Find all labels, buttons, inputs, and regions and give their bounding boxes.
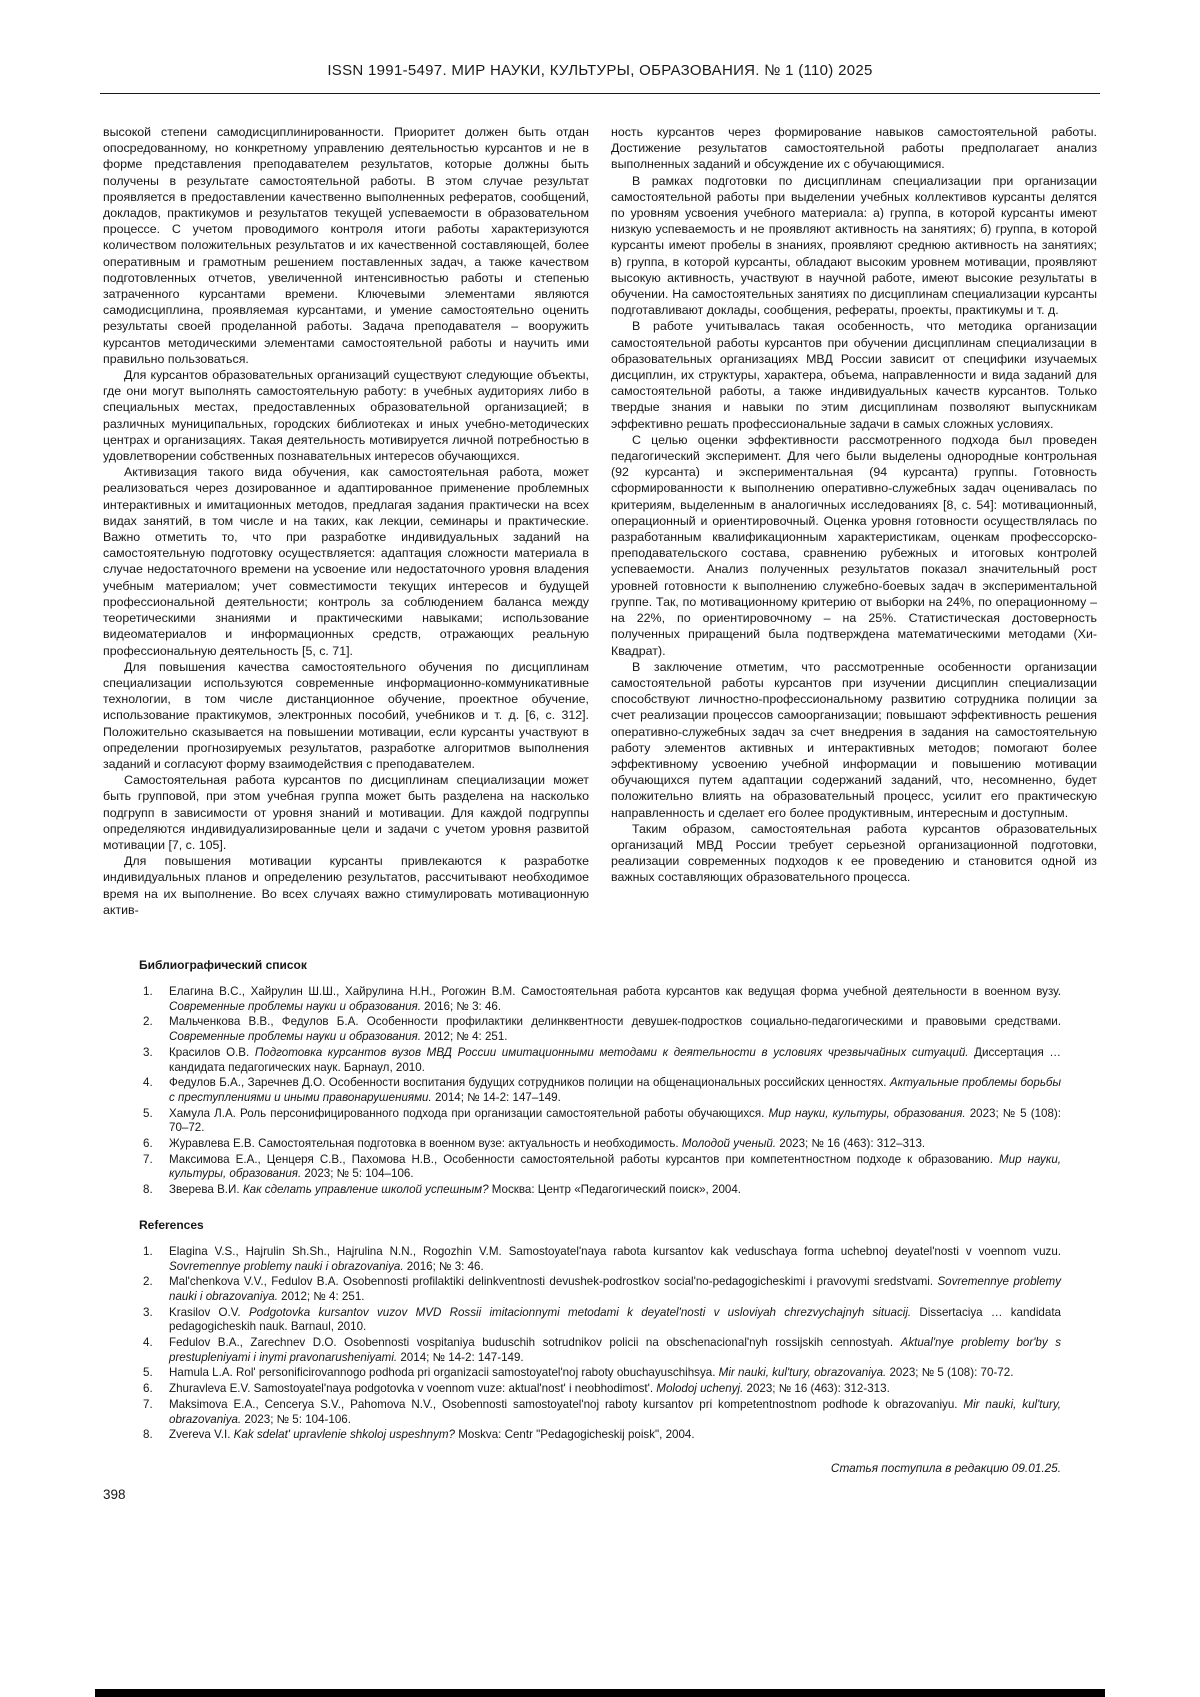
reference-item bbox=[139, 1183, 1061, 1198]
reference-number: 5. bbox=[143, 1106, 153, 1120]
reference-number: 2. bbox=[143, 1275, 153, 1289]
reference-source-italic: Kak sdelat' upravlenie shkoloj uspeshnym? bbox=[233, 1428, 455, 1442]
bibliography-section bbox=[139, 958, 1061, 1198]
reference-text: Максимова Е.А., Ценцеря С.В., Пахомова Н.В., Особенности самостоятельной работы курсантов при компетентностном подходе к образованию. bbox=[169, 1152, 1000, 1166]
reference-text: 2023; № 5 (108): 70-72. bbox=[886, 1366, 1014, 1380]
paragraph: ность курсантов через формирование навыков самостоятельной работы. Достижение результатов самостоятельной работы предполагает анализ выполненных заданий и обсуждение их с обучающимися. bbox=[611, 125, 1097, 172]
reference-item bbox=[139, 1336, 1061, 1365]
reference-number: 4. bbox=[143, 1336, 153, 1350]
references-title: References bbox=[139, 1217, 204, 1232]
paragraph: Активизация такого вида обучения, как самостоятельная работа, может реализоваться через дозированное и адаптированное применение проблемных интерактивных и имитационных методов, предлагая задания практически на всех видах занятий, в том числе и на таких, как лекции, семинары и практические. Важно отметить то, что при разработке индивидуальных заданий на самостоятельную подготовку осуществляется: адаптация сложности материала в случае недостаточного времени на усвоение или недостаточного уровня владения учебным материалом; учет совместимости текущих интересов и будущей профессиональной деятельности; контроль за соблюдением баланса между теоретическими знаниями и практическими навыками; использование видеоматериалов и информационных средств, отражающих реальную профессиональную деятельность [5, с. 71]. bbox=[103, 465, 589, 658]
reference-source-italic: Актуальные проблемы борьбы с преступлениями и иными правонарушениями. bbox=[169, 1076, 1061, 1104]
reference-number: 6. bbox=[143, 1137, 153, 1151]
reference-text: Zhuravleva E.V. Samostoyatel'naya podgotovka v voennom vuze: aktual'nost' i neobhodimost'. bbox=[169, 1382, 657, 1396]
reference-text: Maksimova E.A., Cencerya S.V., Pahomova N.V., Osobennosti samostoyatel'noj raboty kursantov pri kompetentnostnom podhode k obrazovaniyu. bbox=[169, 1397, 964, 1411]
reference-text: 2023; № 16 (463): 312-313. bbox=[743, 1382, 890, 1396]
reference-source-italic: Современные проблемы науки и образования. bbox=[169, 999, 421, 1013]
reference-number: 3. bbox=[143, 1305, 153, 1319]
reference-item bbox=[139, 1382, 1061, 1397]
reference-number: 1. bbox=[143, 985, 153, 998]
reference-number: 3. bbox=[143, 1045, 153, 1059]
reference-source-italic: Мир науки, культуры, образования. bbox=[768, 1106, 966, 1120]
reference-item bbox=[139, 1046, 1061, 1075]
paragraph: В заключение отметим, что рассмотренные особенности организации самостоятельной работы курсантов при изучении дисциплин специализации способствуют личностно-профессиональному развитию сотрудника полиции за счет реализации процессов самоорганизации; повышают эффективность решения оперативно-служебных задач за счет внедрения в задания на самостоятельную работу элементов активных и интерактивных методов; помогают более эффективному усвоению учебной информации и повышению мотивации обучающихся путем адаптации содержаний заданий, что, несомненно, будет положительно влиять на образовательный процесс, усилит его практическую направленность и сделает его более продуктивным, интересным и доступным. bbox=[611, 659, 1097, 820]
reference-number: 8. bbox=[143, 1183, 153, 1197]
reference-text: Диссертация … кандидата педагогических наук. Барнаул, 2010. bbox=[169, 1045, 1061, 1074]
reference-item bbox=[139, 1076, 1061, 1105]
reference-number: 4. bbox=[143, 1076, 153, 1090]
bibliography-title: Библиографический список bbox=[139, 958, 307, 972]
references-list bbox=[139, 1245, 1061, 1443]
reference-source-italic: Sovremennye problemy nauki i obrazovaniya. bbox=[169, 1259, 404, 1273]
reference-text: Moskva: Centr "Pedagogicheskij poisk", 2004. bbox=[455, 1428, 695, 1442]
paragraph: Для повышения качества самостоятельного обучения по дисциплинам специализации используются современные информационно-коммуникативные технологии, в том числе дистанционное обучение, проектное обучение, использование практикумов, электронных пособий, учебников и т. д. [6, с. 312]. Положительно сказывается на повышении мотивации, если курсанты участвуют в определении прогнозируемых результатов, разработке алгоритмов выполнения заданий и согласуют форму взаимодействия с преподавателем. bbox=[103, 659, 589, 771]
reference-text: Федулов Б.А., Заречнев Д.О. Особенности воспитания будущих сотрудников полиции на общенациональных российских ценностях. bbox=[169, 1076, 890, 1090]
page-number: 398 bbox=[103, 1487, 126, 1502]
reference-text: 2012; № 4: 251. bbox=[277, 1289, 365, 1303]
reference-text: Красилов О.В. bbox=[169, 1045, 255, 1059]
reference-text: Журавлева Е.В. Самостоятельная подготовка в военном вузе: актуальность и необходимость. bbox=[169, 1137, 682, 1151]
reference-text: 2023; № 5 (108): 70–72. bbox=[169, 1106, 1061, 1135]
reference-number: 2. bbox=[143, 1015, 153, 1029]
reference-item bbox=[139, 1245, 1061, 1274]
left-column bbox=[103, 124, 589, 936]
reference-source-italic: Sovremennye problemy nauki i obrazovaniya. bbox=[169, 1275, 1061, 1303]
reference-text: 2016; № 3: 46. bbox=[403, 1259, 484, 1273]
paragraph: высокой степени самодисциплинированности. Приоритет должен быть отдан опосредованному, но конкретному управлению деятельностью курсантов и не в форме представления преподавателем результатов, которые должны быть получены в результате самостоятельной работы. В этом случае результат проявляется в предоставлении качественно выполненных рефератов, сообщений, докладов, практикумов и результатов текущей успеваемости в образовательном процессе. С учетом проводимого контроля итоги работы характеризуются количеством положительных результатов и их качественной составляющей, более оперативным и грамотным решением поставленных задач, а также качеством подготовленных отчетов, увеличенной интенсивностью работы и степенью затраченного курсантами времени. Ключевыми элементами являются самодисциплина, проявляемая курсантами, и умение самостоятельно оценить результаты своей проделанной работы. Задача преподавателя – вооружить курсантов методическими элементами самостоятельной работы и научить ими правильно пользоваться. bbox=[103, 125, 589, 366]
reference-text: Зверева В.И. bbox=[169, 1183, 243, 1197]
reference-text: 2023; № 5: 104-106. bbox=[241, 1412, 351, 1426]
reference-text: Dissertaciya … kandidata pedagogicheskih nauk. Barnaul, 2010. bbox=[169, 1305, 1061, 1334]
paragraph: С целью оценки эффективности рассмотренного подхода был проведен педагогический эксперимент. Для чего были выделены однородные контрольная (92 курсанта) и экспериментальная (94 курсанта) группы. Готовность сформированности к выполнению оперативно-служебных задач оценивалась по критериям, выделенным в аналогичных исследованиях [8, с. 54]: мотивационный, операционный и ориентировочный. Оценка уровня готовности осуществлялась по разработанным квалификационным характеристикам, оценкам профессорско-преподавательского состава, сравнению рубежных и итоговых контролей успеваемости. Анализ полученных результатов показал значительный рост уровней готовности к выполнению служебно-боевых задач в экспериментальной группе. Так, по мотивационному критерию от выборки на 24%, по операционному – на 22%, по ориентировочному – на 25%. Статистическая достоверность полученных приращений была подтверждена математическими методами (Хи-Квадрат). bbox=[611, 432, 1097, 658]
right-column bbox=[611, 124, 1097, 936]
reference-text: 2016; № 3: 46. bbox=[420, 999, 502, 1013]
reference-text: Fedulov B.A., Zarechnev D.O. Osobennosti vospitaniya buduschih sotrudnikov policii na obschenacional'nyh rossijskih cennostyah. bbox=[169, 1336, 901, 1350]
reference-item bbox=[139, 985, 1061, 1014]
reference-number: 5. bbox=[143, 1366, 153, 1380]
bottom-bar bbox=[95, 1689, 1105, 1697]
bibliography-list bbox=[139, 985, 1061, 1198]
reference-item bbox=[139, 1306, 1061, 1335]
reference-source-italic: Мир науки, культуры, образования. bbox=[169, 1152, 1061, 1181]
reference-source-italic: Молодой ученый. bbox=[681, 1137, 777, 1151]
reference-text: Hamula L.A. Rol' personificirovannogo podhoda pri organizacii samostoyatel'noj raboty obuchayuschihsya. bbox=[169, 1366, 719, 1380]
reference-item bbox=[139, 1107, 1061, 1136]
reference-source-italic: Как сделать управление школой успешным? bbox=[242, 1183, 489, 1197]
paragraph: В рамках подготовки по дисциплинам специализации при организации самостоятельной работы при выделении учебных коллективов курсанты делятся по уровням усвоения учебного материала: а) группа, в которой курсанты имеют низкую успеваемость и не проявляют активность на занятиях; б) группа, в которой курсанты имеют пробелы в знаниях, проявляют среднюю активность на занятиях; в) группа, в которой курсанты, обладают высоким уровнем мотивации, проявляют высокую активность, участвуют в научной работе, имеют высокие результаты в обучении. На самостоятельных занятиях по дисциплинам специализации курсанты подготавливают доклады, сообщения, рефераты, проекты, практикумы и т. д. bbox=[611, 173, 1097, 318]
reference-text: Хамула Л.А. Роль персонифицированного подхода при организации самостоятельной работы обучающихся. bbox=[169, 1106, 769, 1120]
reference-text: 2012; № 4: 251. bbox=[420, 1030, 508, 1044]
paragraph: Самостоятельная работа курсантов по дисциплинам специализации может быть групповой, при этом учебная группа может быть разделена на насколько подгрупп в зависимости от уровня знаний и мотивации. Для каждой подгруппы определяются индивидуализированные цели и задачи с учетом уровня развитой мотивации [7, с. 105]. bbox=[103, 773, 589, 852]
paragraph: Для курсантов образовательных организаций существуют следующие объекты, где они могут выполнять самостоятельную работу: в учебных аудиториях либо в специальных местах, предоставленных образовательной организацией; в различных муниципальных, городских библиотеках и иных учебно-методических центрах и организациях. Такая деятельность мотивируется личной потребностью в удовлетворении собственных познавательных интересов обучающихся. bbox=[103, 368, 589, 464]
paragraph: Для повышения мотивации курсанты привлекаются к разработке индивидуальных планов и определению результатов, рассчитывают необходимое время на их выполнение. Во всех случаях важно стимулировать мотивационную актив- bbox=[103, 854, 589, 917]
reference-item bbox=[139, 1153, 1061, 1182]
reference-source-italic: Современные проблемы науки и образования. bbox=[169, 1030, 421, 1044]
running-head: ISSN 1991-5497. МИР НАУКИ, КУЛЬТУРЫ, ОБРАЗОВАНИЯ. № 1 (110) 2025 bbox=[327, 62, 873, 79]
reference-item bbox=[139, 1275, 1061, 1304]
reference-text: Zvereva V.I. bbox=[169, 1428, 234, 1442]
reference-item bbox=[139, 1137, 1061, 1152]
reference-number: 1. bbox=[143, 1244, 153, 1258]
reference-item bbox=[139, 1398, 1061, 1427]
reference-source-italic: Подготовка курсантов вузов МВД России имитационными методами к деятельности в условиях чрезвычайных ситуаций. bbox=[254, 1045, 969, 1059]
reference-source-italic: Podgotovka kursantov vuzov MVD Rossii imitacionnymi metodami k deyatel'nosti v usloviyah chrezvychajnyh situacij. bbox=[248, 1305, 912, 1319]
references-section bbox=[139, 1218, 1061, 1475]
reference-number: 6. bbox=[143, 1382, 153, 1396]
reference-text: 2023; № 5: 104–106. bbox=[301, 1167, 414, 1181]
reference-source-italic: Aktual'nye problemy bor'by s prestupleniyami i inymi pravonarusheniyami. bbox=[169, 1336, 1061, 1364]
paragraph: В работе учитывалась такая особенность, что методика организации самостоятельной работы курсантов при обучении дисциплинам специализации в образовательных организациях МВД России зависит от специфики изучаемых дисциплин, их структуры, характера, объема, направленности и вида заданий для самостоятельной работы, а также индивидуальных качеств курсантов. Только твердые знания и навыки по этим дисциплинам позволяют выпускникам эффективно решать профессиональные задачи в самых сложных условиях. bbox=[611, 319, 1097, 431]
reference-text: Мальченкова В.В., Федулов Б.А. Особенности профилактики делинквентности девушек-подростков социально-педагогическими и правовыми средствами. bbox=[169, 1015, 1061, 1029]
reference-text: 2014; № 14-2: 147–149. bbox=[431, 1090, 561, 1104]
reference-item bbox=[139, 1015, 1061, 1044]
reference-item bbox=[139, 1428, 1061, 1443]
reference-text: Mal'chenkova V.V., Fedulov B.A. Osobennosti profilaktiki delinkventnosti devushek-podrostkov social'no-pedagogicheskimi i pravovymi sredstvami. bbox=[169, 1275, 938, 1289]
reference-text: Москва: Центр «Педагогический поиск», 2004. bbox=[488, 1183, 742, 1197]
reference-source-italic: Mir nauki, kul'tury, obrazovaniya. bbox=[169, 1397, 1061, 1426]
reference-text: Elagina V.S., Hajrulin Sh.Sh., Hajrulina N.N., Rogozhin V.M. Samostoyatel'naya rabota kursantov kak veduschaya forma uchebnoj deyatel'nosti v voennom vuzu. bbox=[169, 1244, 1061, 1258]
reference-text: 2023; № 16 (463): 312–313. bbox=[776, 1137, 926, 1151]
article-body bbox=[103, 124, 1097, 936]
reference-text: 2014; № 14-2: 147-149. bbox=[397, 1350, 524, 1364]
paragraph: Таким образом, самостоятельная работа курсантов образовательных организаций МВД России требует серьезной организационной подготовки, реализации современных подходов к ее проведению и становится одной из важных составляющих образовательного процесса. bbox=[611, 821, 1097, 885]
reference-item bbox=[139, 1366, 1061, 1381]
reference-number: 7. bbox=[143, 1397, 153, 1411]
reference-number: 8. bbox=[143, 1428, 153, 1442]
reference-text: Krasilov O.V. bbox=[169, 1305, 249, 1319]
reference-text: Елагина В.С., Хайрулин Ш.Ш., Хайрулина Н.Н., Рогожин В.М. Самостоятельная работа курсантов как ведущая форма учебной деятельности в военном вузу. bbox=[169, 985, 1061, 998]
reference-source-italic: Molodoj uchenyj. bbox=[656, 1382, 744, 1396]
received-note: Статья поступила в редакцию 09.01.25. bbox=[830, 1460, 1061, 1475]
header-rule bbox=[100, 93, 1100, 94]
reference-number: 7. bbox=[143, 1152, 153, 1166]
reference-source-italic: Mir nauki, kul'tury, obrazovaniya. bbox=[718, 1366, 887, 1380]
